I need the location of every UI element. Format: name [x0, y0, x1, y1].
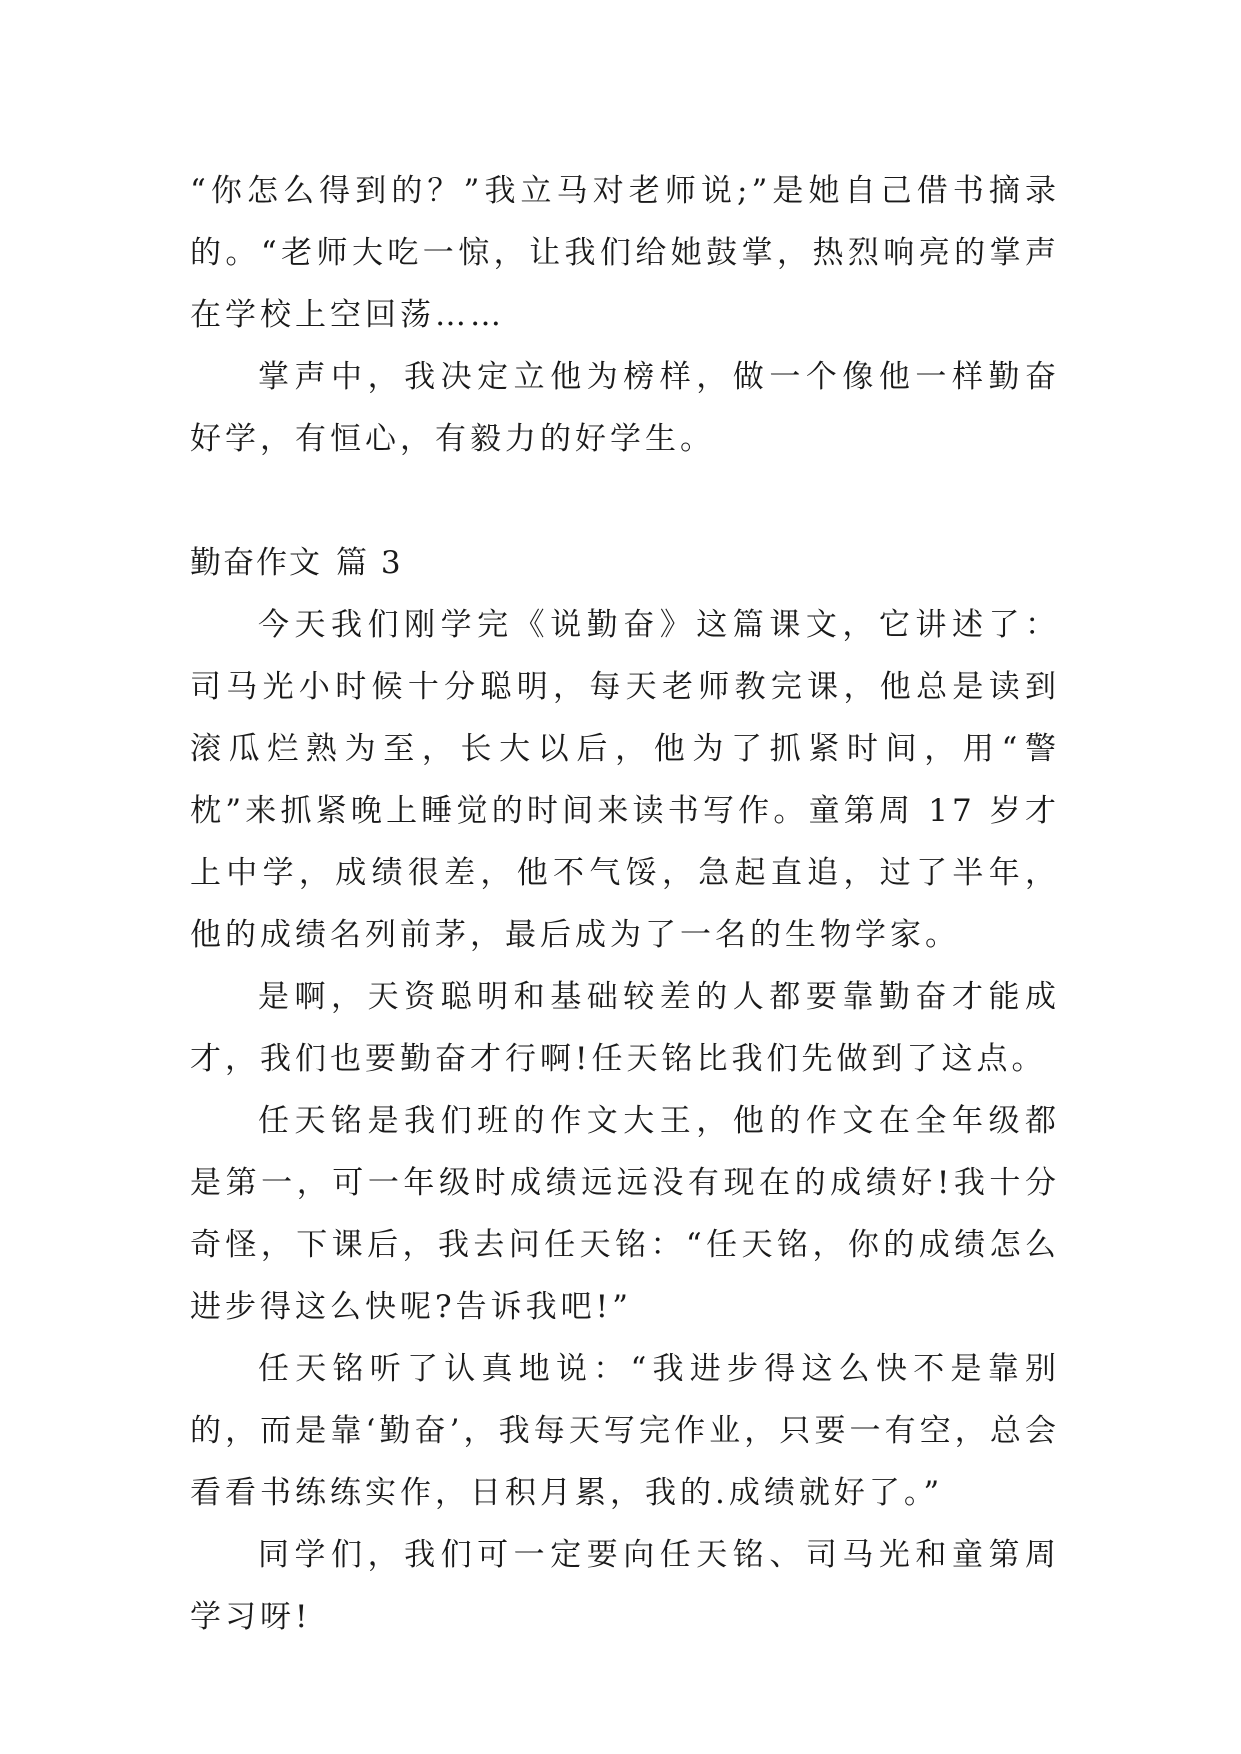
section-title: 勤奋作文 — [190, 545, 322, 581]
paragraph: 今天我们刚学完《说勤奋》这篇课文，它讲述了：司马光小时候十分聪明，每天老师教完课，他总是读到滚瓜烂熟为至，长大以后，他为了抓紧时间，用“警枕”来抓紧晚上睡觉的时间来读书写作。童第周 17 岁才上中学，成绩很差，他不气馁，急起直追，过了半年，他的成绩名列前茅，最后成为了一名的生物学家。 — [190, 607, 1060, 953]
paragraph-resolution: 掌声中，我决定立他为榜样，做一个像他一样勤奋好学，有恒心，有毅力的好学生。 — [190, 359, 1060, 457]
paragraph: 任天铭听了认真地说：“我进步得这么快不是靠别的，而是靠‘勤奋’，我每天写完作业，只要一有空，总会看看书练练实作，日积月累，我的.成绩就好了。” — [190, 1351, 1060, 1511]
section-number: 篇 3 — [336, 545, 403, 581]
paragraph: 是啊，天资聪明和基础较差的人都要靠勤奋才能成才，我们也要勤奋才行啊!任天铭比我们先做到了这点。 — [190, 979, 1060, 1077]
document-body — [190, 160, 1060, 1648]
paragraph: 任天铭是我们班的作文大王，他的作文在全年级都是第一，可一年级时成绩远远没有现在的成绩好!我十分奇怪，下课后，我去问任天铭：“任天铭，你的成绩怎么进步得这么快呢?告诉我吧!” — [190, 1103, 1060, 1325]
paragraph-continued: “你怎么得到的？”我立马对老师说;”是她自己借书摘录的。“老师大吃一惊，让我们给她鼓掌，热烈响亮的掌声在学校上空回荡…… — [190, 173, 1060, 333]
section-heading — [190, 532, 1060, 594]
paragraph: 同学们，我们可一定要向任天铭、司马光和童第周学习呀! — [190, 1537, 1060, 1635]
